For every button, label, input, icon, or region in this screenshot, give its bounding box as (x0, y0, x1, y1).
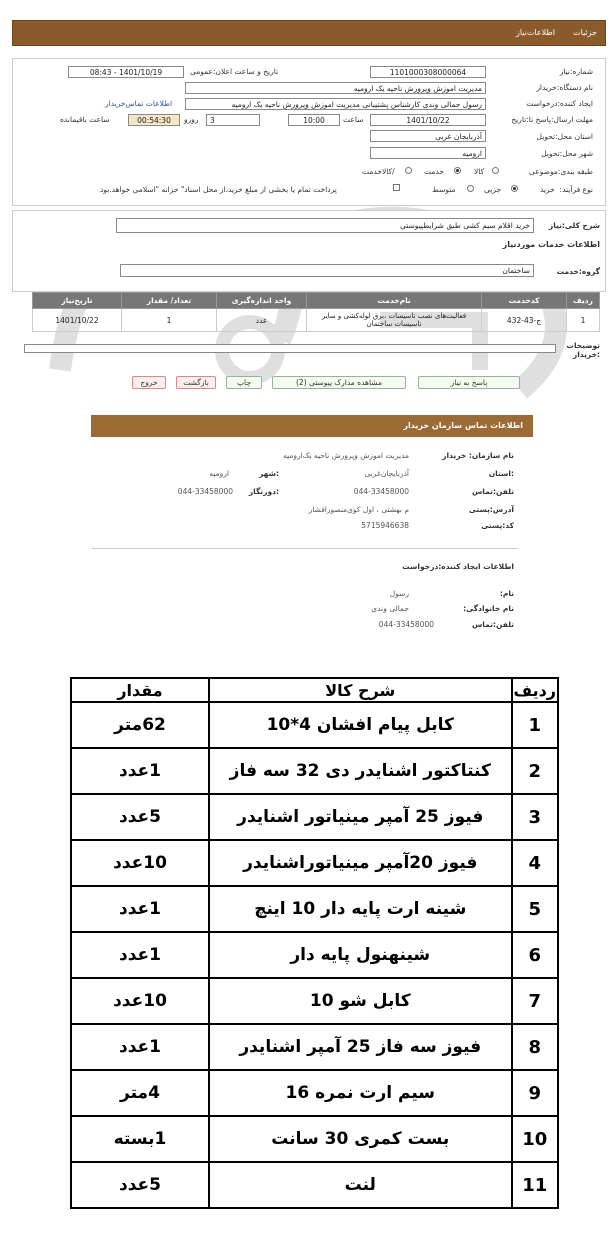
items-cell-row: 8 (512, 1024, 558, 1070)
service-table (32, 292, 600, 332)
items-cell-row: 1 (512, 702, 558, 748)
both-option-label: /کالاخدمت (362, 167, 395, 176)
buyer-notes-field (24, 344, 556, 353)
org-value: مدیریت اموزش وپرورش ناحیه یک‌ارومیه (283, 451, 409, 460)
contact-section-bar (91, 415, 533, 437)
attachments-button[interactable]: مشاهده مدارک پیوستی (2) (272, 376, 406, 389)
city-label: شهر محل:تحویل (541, 149, 593, 158)
items-cell-desc: سیم ارت نمره 16 (209, 1070, 512, 1116)
table-row (71, 1070, 558, 1116)
table-row (71, 702, 558, 748)
items-cell-desc: شینهنول پایه دار (209, 932, 512, 978)
province-field: آذربایجان غربی (370, 130, 486, 142)
contact-city-label: :شهر (259, 469, 279, 478)
th-quantity: تعداد/ مقدار (122, 293, 217, 309)
items-cell-row: 3 (512, 794, 558, 840)
contact-fax-label: :دورنگار (248, 487, 279, 496)
need-number-field: 1101000308000064 (370, 66, 486, 78)
table-row (71, 1116, 558, 1162)
cell-unit: عدد (217, 309, 307, 332)
city-field: ارومیه (370, 147, 486, 159)
postal-value: 5715946638 (361, 521, 409, 530)
buyer-notes-label: توضیحات :خریدار (566, 341, 600, 359)
treasury-checkbox[interactable] (393, 184, 400, 191)
radio-medium[interactable] (467, 185, 474, 192)
process-label: نوع فرآیند: (559, 185, 593, 194)
postal-label: کد:پستی (481, 521, 514, 530)
items-cell-qty: 5عدد (71, 1162, 209, 1208)
table-row (71, 978, 558, 1024)
items-cell-row: 5 (512, 886, 558, 932)
creator-name-value: رسول (389, 589, 409, 598)
radio-goods-service[interactable] (405, 167, 412, 174)
remaining-time-field: 00:54:30 (128, 114, 180, 126)
items-cell-row: 11 (512, 1162, 558, 1208)
contact-phone-value: 044-33458000 (353, 487, 409, 496)
service-option-label: خدمت (424, 167, 444, 176)
items-cell-desc: کنتاکتور اشنایدر دی 32 سه فاز (209, 748, 512, 794)
deadline-label: مهلت ارسال:پاسخ تا:تاریخ (511, 115, 593, 124)
items-cell-qty: 10عدد (71, 840, 209, 886)
creator-field: رسول جمالی وندی کارشناس پشتیبانی مدیریت اموزش وپرورش ناحیه یک ارومیه (185, 98, 486, 110)
creator-name-label: نام: (499, 589, 514, 598)
time-label: ساعت (343, 115, 364, 124)
items-th-qty: مقدار (71, 678, 209, 702)
services-heading: اطلاعات خدمات موردنیاز (502, 240, 600, 249)
items-cell-row: 4 (512, 840, 558, 886)
th-service-code: کدخدمت (482, 293, 567, 309)
tab-details[interactable]: جزئیات (573, 28, 597, 37)
summary-field: خرید اقلام سیم کشی طبق شرایطپیوستی (116, 218, 534, 233)
items-cell-row: 7 (512, 978, 558, 1024)
creator-family-value: جمالی وندی (371, 604, 409, 613)
items-cell-qty: 1عدد (71, 932, 209, 978)
address-value: م بهشتی ، اول کوی‌منصور‌افشار (308, 505, 409, 514)
items-th-row: ردیف (512, 678, 558, 702)
items-cell-row: 2 (512, 748, 558, 794)
contact-phone-label: تلفن:تماس (471, 487, 514, 496)
cell-name: فعالیت‌های نصب تاسیسات ،برق لوله‌کشی و سایر تاسیسات ساختمان (307, 309, 482, 332)
need-info-panel (12, 58, 606, 206)
items-cell-qty: 5عدد (71, 794, 209, 840)
payment-note: پرداخت تمام یا بخشی از مبلغ خرید،از محل اسناد" خزانه "اسلامی خواهد.بود (100, 185, 337, 194)
announce-label: تاریخ و ساعت اعلان:عمومی (190, 67, 279, 76)
remaining-label: ساعت باقیمانده (60, 115, 110, 124)
items-table (70, 677, 559, 1209)
radio-service[interactable] (454, 167, 461, 174)
items-cell-desc: فیوز سه فاز 25 آمپر اشنایدر (209, 1024, 512, 1070)
table-row (71, 794, 558, 840)
items-cell-qty: 1بسته (71, 1116, 209, 1162)
deadline-time-field: 10:00 (288, 114, 340, 126)
table-row (71, 886, 558, 932)
contact-province-label: :استان (488, 469, 514, 478)
creator-label: ایجاد کننده:درخواست (526, 99, 593, 108)
cell-date: 1401/10/22 (33, 309, 122, 332)
table-row (71, 1162, 558, 1208)
medium-option-label: متوسط (432, 185, 456, 194)
summary-label: شرح کلی:نیاز (548, 221, 600, 230)
tab-need-info[interactable]: اطلاعات‌نیاز (515, 28, 555, 37)
th-row: ردیف (567, 293, 600, 309)
cell-code: ج-43-432 (482, 309, 567, 332)
contact-province-value: آذربایجان‌غربی (364, 469, 409, 478)
creator-phone-label: تلفن:تماس (471, 620, 514, 629)
items-cell-qty: 62متر (71, 702, 209, 748)
items-cell-qty: 10عدد (71, 978, 209, 1024)
buyer-label: نام دستگاه:خریدار (536, 83, 593, 92)
reply-button[interactable]: پاسخ به نیاز (418, 376, 520, 389)
exit-button[interactable]: خروج (132, 376, 166, 389)
table-row (71, 1024, 558, 1070)
th-service-name: نام‌خدمت (307, 293, 482, 309)
announce-field: 1401/10/19 - 08:43 (68, 66, 184, 78)
buyer-field: مدیریت اموزش وپرورش ناحیه یک ارومیه (185, 82, 486, 94)
items-cell-desc: شینه ارت پایه دار 10 اینچ (209, 886, 512, 932)
goods-option-label: کالا (474, 167, 485, 176)
items-cell-desc: فیوز 25 آمپر مینیاتور اشنایدر (209, 794, 512, 840)
service-group-label: گروه:خدمت (556, 267, 600, 276)
process-buy-label: خرید (540, 185, 555, 194)
creator-family-label: نام خانوادگی: (463, 604, 514, 613)
service-group-field: ساختمان (120, 264, 534, 277)
items-cell-qty: 1عدد (71, 748, 209, 794)
items-cell-desc: کابل پیام افشان 4*10 (209, 702, 512, 748)
deadline-date-field: 1401/10/22 (370, 114, 486, 126)
table-row (71, 932, 558, 978)
cell-row: 1 (567, 309, 600, 332)
items-th-desc: شرح کالا (209, 678, 512, 702)
items-cell-qty: 1عدد (71, 1024, 209, 1070)
th-need-date: تاریخ‌نیاز (33, 293, 122, 309)
top-nav-bar (12, 20, 606, 46)
day-label: روزو (184, 115, 199, 124)
province-label: استان محل:تحویل (536, 132, 593, 141)
table-row (33, 309, 600, 332)
items-cell-desc: فیوز 20آمپر مینیاتوراشنایدر (209, 840, 512, 886)
th-unit: واحد اندازه‌گیری (217, 293, 307, 309)
contact-section-title: اطلاعات تماس سازمان خریدار (403, 421, 523, 430)
small-option-label: جزیی (484, 185, 502, 194)
items-cell-qty: 1عدد (71, 886, 209, 932)
creator-heading: اطلاعات ایجاد کننده:درخواست (402, 562, 514, 571)
days-field: 3 (206, 114, 260, 126)
back-button[interactable]: بازگشت (176, 376, 216, 389)
section-divider (92, 548, 518, 549)
items-cell-row: 6 (512, 932, 558, 978)
cell-quantity: 1 (122, 309, 217, 332)
items-cell-desc: کابل شو 10 (209, 978, 512, 1024)
items-cell-qty: 4متر (71, 1070, 209, 1116)
need-number-label: شماره:نیاز (559, 67, 593, 76)
items-cell-desc: بست کمری 30 سانت (209, 1116, 512, 1162)
radio-goods[interactable] (492, 167, 499, 174)
category-label: طبقه بندی:موضوعی (529, 167, 593, 176)
contact-fax-value: 044-33458000 (177, 487, 233, 496)
items-cell-row: 10 (512, 1116, 558, 1162)
items-cell-desc: لنت (209, 1162, 512, 1208)
radio-small[interactable] (511, 185, 518, 192)
contact-city-value: ارومیه (209, 469, 229, 478)
buyer-contact-link[interactable]: اطلاعات تماس‌خریدار (105, 99, 173, 108)
table-row (71, 840, 558, 886)
items-table-body (71, 702, 558, 1208)
items-cell-row: 9 (512, 1070, 558, 1116)
creator-phone-value: 044-33458000 (378, 620, 434, 629)
org-label: نام سازمان: خریدار (442, 451, 514, 460)
table-row (71, 748, 558, 794)
address-label: آدرس:پستی (468, 505, 514, 514)
print-button[interactable]: چاپ (226, 376, 262, 389)
